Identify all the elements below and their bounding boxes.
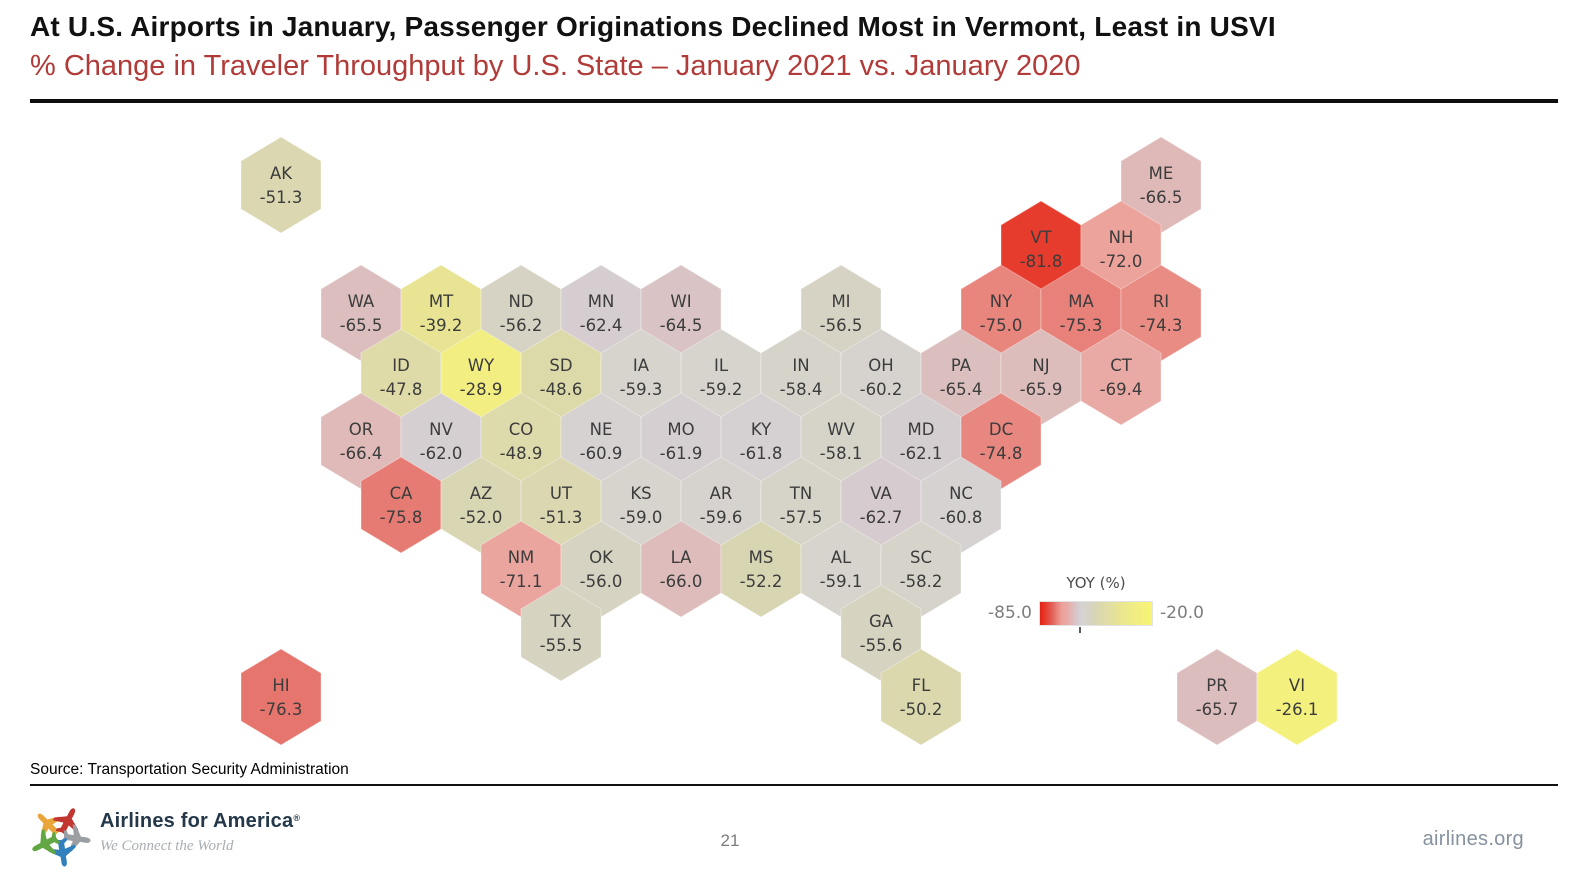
state-abbr-MS: MS	[748, 548, 774, 567]
state-value-CT: -69.4	[1099, 380, 1143, 399]
page-number: 21	[720, 831, 740, 850]
state-abbr-AL: AL	[830, 548, 852, 567]
state-abbr-MN: MN	[587, 292, 615, 311]
state-abbr-AZ: AZ	[469, 484, 493, 503]
state-value-FL: -50.2	[899, 700, 943, 719]
logo-plane-pinwheel	[28, 804, 92, 868]
state-abbr-SD: SD	[549, 356, 573, 375]
legend-title: YOY (%)	[1066, 574, 1126, 592]
state-abbr-NV: NV	[429, 420, 453, 439]
state-value-CO: -48.9	[499, 444, 543, 463]
state-abbr-OH: OH	[868, 356, 894, 375]
state-value-OR: -66.4	[339, 444, 383, 463]
hex-tile-VI	[1257, 649, 1337, 745]
state-abbr-IL: IL	[713, 356, 729, 375]
source-note: Source: Transportation Security Administration	[30, 761, 349, 778]
state-value-DC: -74.8	[979, 444, 1023, 463]
state-abbr-RI: RI	[1152, 292, 1170, 311]
state-abbr-OR: OR	[348, 420, 374, 439]
state-abbr-WY: WY	[467, 356, 495, 375]
state-abbr-KY: KY	[750, 420, 772, 439]
state-value-HI: -76.3	[259, 700, 303, 719]
state-value-SC: -58.2	[899, 572, 943, 591]
state-value-LA: -66.0	[659, 572, 703, 591]
state-abbr-WA: WA	[347, 292, 375, 311]
state-abbr-WI: WI	[670, 292, 692, 311]
hex-VI	[1257, 649, 1337, 745]
state-abbr-MT: MT	[428, 292, 454, 311]
state-abbr-VI: VI	[1288, 676, 1306, 695]
state-abbr-AR: AR	[709, 484, 733, 503]
hex-PR	[1177, 649, 1257, 745]
plane-icon-yellow	[29, 805, 68, 844]
state-value-NY: -75.0	[979, 316, 1023, 335]
state-value-KY: -61.8	[739, 444, 783, 463]
state-abbr-WV: WV	[827, 420, 855, 439]
state-value-IN: -58.4	[779, 380, 823, 399]
state-value-MS: -52.2	[739, 572, 783, 591]
state-abbr-MI: MI	[831, 292, 851, 311]
state-value-ID: -47.8	[379, 380, 423, 399]
hex-tile-HI	[241, 649, 321, 745]
page-subtitle: % Change in Traveler Throughput by U.S. State – January 2021 vs. January 2020	[30, 50, 1081, 82]
registered-mark: ®	[293, 813, 301, 823]
state-abbr-MD: MD	[907, 420, 935, 439]
state-abbr-SC: SC	[910, 548, 932, 567]
state-abbr-DC: DC	[988, 420, 1014, 439]
state-value-AK: -51.3	[259, 188, 303, 207]
state-value-AR: -59.6	[699, 508, 743, 527]
state-value-AL: -59.1	[819, 572, 863, 591]
state-value-VA: -62.7	[859, 508, 903, 527]
state-value-PR: -65.7	[1195, 700, 1239, 719]
state-abbr-VT: VT	[1030, 228, 1052, 247]
state-abbr-VA: VA	[870, 484, 892, 503]
state-value-NC: -60.8	[939, 508, 983, 527]
state-abbr-HI: HI	[272, 676, 290, 695]
hex-HI	[241, 649, 321, 745]
state-abbr-ME: ME	[1148, 164, 1174, 183]
state-value-MI: -56.5	[819, 316, 863, 335]
state-abbr-LA: LA	[670, 548, 692, 567]
state-value-TN: -57.5	[779, 508, 823, 527]
state-abbr-NE: NE	[589, 420, 613, 439]
state-abbr-TX: TX	[550, 612, 572, 631]
state-abbr-PA: PA	[950, 356, 972, 375]
state-abbr-GA: GA	[868, 612, 894, 631]
state-abbr-PR: PR	[1206, 676, 1228, 695]
state-abbr-MO: MO	[667, 420, 695, 439]
state-value-KS: -59.0	[619, 508, 663, 527]
airlines-for-america-logo-icon	[28, 804, 92, 868]
state-value-UT: -51.3	[539, 508, 583, 527]
state-abbr-OK: OK	[589, 548, 613, 567]
state-abbr-KS: KS	[630, 484, 652, 503]
state-value-SD: -48.6	[539, 380, 583, 399]
state-abbr-MA: MA	[1068, 292, 1094, 311]
state-value-NH: -72.0	[1099, 252, 1143, 271]
state-value-MO: -61.9	[659, 444, 703, 463]
legend-tick-mark	[1079, 627, 1081, 633]
state-value-MT: -39.2	[419, 316, 463, 335]
state-value-IA: -59.3	[619, 380, 663, 399]
page-title: At U.S. Airports in January, Passenger Originations Declined Most in Vermont, Least in USVI	[30, 11, 1276, 42]
hex-tile-AK	[241, 137, 321, 233]
state-abbr-NJ: NJ	[1032, 356, 1050, 375]
legend-gradient-bar	[1039, 601, 1153, 626]
state-value-GA: -55.6	[859, 636, 903, 655]
state-value-OH: -60.2	[859, 380, 903, 399]
state-value-PA: -65.4	[939, 380, 983, 399]
state-abbr-NM: NM	[507, 548, 535, 567]
brand-name-text: Airlines for America	[100, 810, 294, 832]
source-divider	[30, 784, 1558, 786]
state-abbr-IA: IA	[632, 356, 650, 375]
website-text: airlines.org	[1422, 828, 1524, 850]
state-value-OK: -56.0	[579, 572, 623, 591]
state-abbr-CT: CT	[1110, 356, 1132, 375]
brand-name	[100, 810, 300, 833]
state-abbr-AK: AK	[269, 164, 293, 183]
state-value-NV: -62.0	[419, 444, 463, 463]
state-value-MN: -62.4	[579, 316, 623, 335]
state-value-IL: -59.2	[699, 380, 743, 399]
state-value-TX: -55.5	[539, 636, 583, 655]
state-abbr-NY: NY	[989, 292, 1013, 311]
state-abbr-FL: FL	[911, 676, 931, 695]
state-value-WV: -58.1	[819, 444, 863, 463]
state-value-WI: -64.5	[659, 316, 703, 335]
state-value-WA: -65.5	[339, 316, 383, 335]
state-value-VI: -26.1	[1275, 700, 1319, 719]
state-value-ME: -66.5	[1139, 188, 1183, 207]
state-abbr-CA: CA	[389, 484, 413, 503]
legend-min-label: -85.0	[988, 603, 1032, 623]
state-abbr-NH: NH	[1108, 228, 1134, 247]
state-abbr-UT: UT	[549, 484, 573, 503]
state-value-AZ: -52.0	[459, 508, 503, 527]
state-value-CA: -75.8	[379, 508, 423, 527]
state-abbr-ID: ID	[392, 356, 410, 375]
state-abbr-NC: NC	[949, 484, 973, 503]
state-abbr-IN: IN	[792, 356, 810, 375]
state-abbr-ND: ND	[508, 292, 534, 311]
state-value-NJ: -65.9	[1019, 380, 1063, 399]
state-value-RI: -74.3	[1139, 316, 1183, 335]
state-abbr-CO: CO	[508, 420, 534, 439]
brand-tagline: We Connect the World	[100, 838, 234, 854]
hex-tile-PR	[1177, 649, 1257, 745]
hex-AK	[241, 137, 321, 233]
state-value-WY: -28.9	[459, 380, 503, 399]
legend-max-label: -20.0	[1160, 603, 1204, 623]
state-value-MA: -75.3	[1059, 316, 1103, 335]
state-abbr-TN: TN	[789, 484, 813, 503]
state-value-NM: -71.1	[499, 572, 543, 591]
state-value-ND: -56.2	[499, 316, 543, 335]
state-value-NE: -60.9	[579, 444, 623, 463]
state-value-VT: -81.8	[1019, 252, 1063, 271]
state-value-MD: -62.1	[899, 444, 943, 463]
